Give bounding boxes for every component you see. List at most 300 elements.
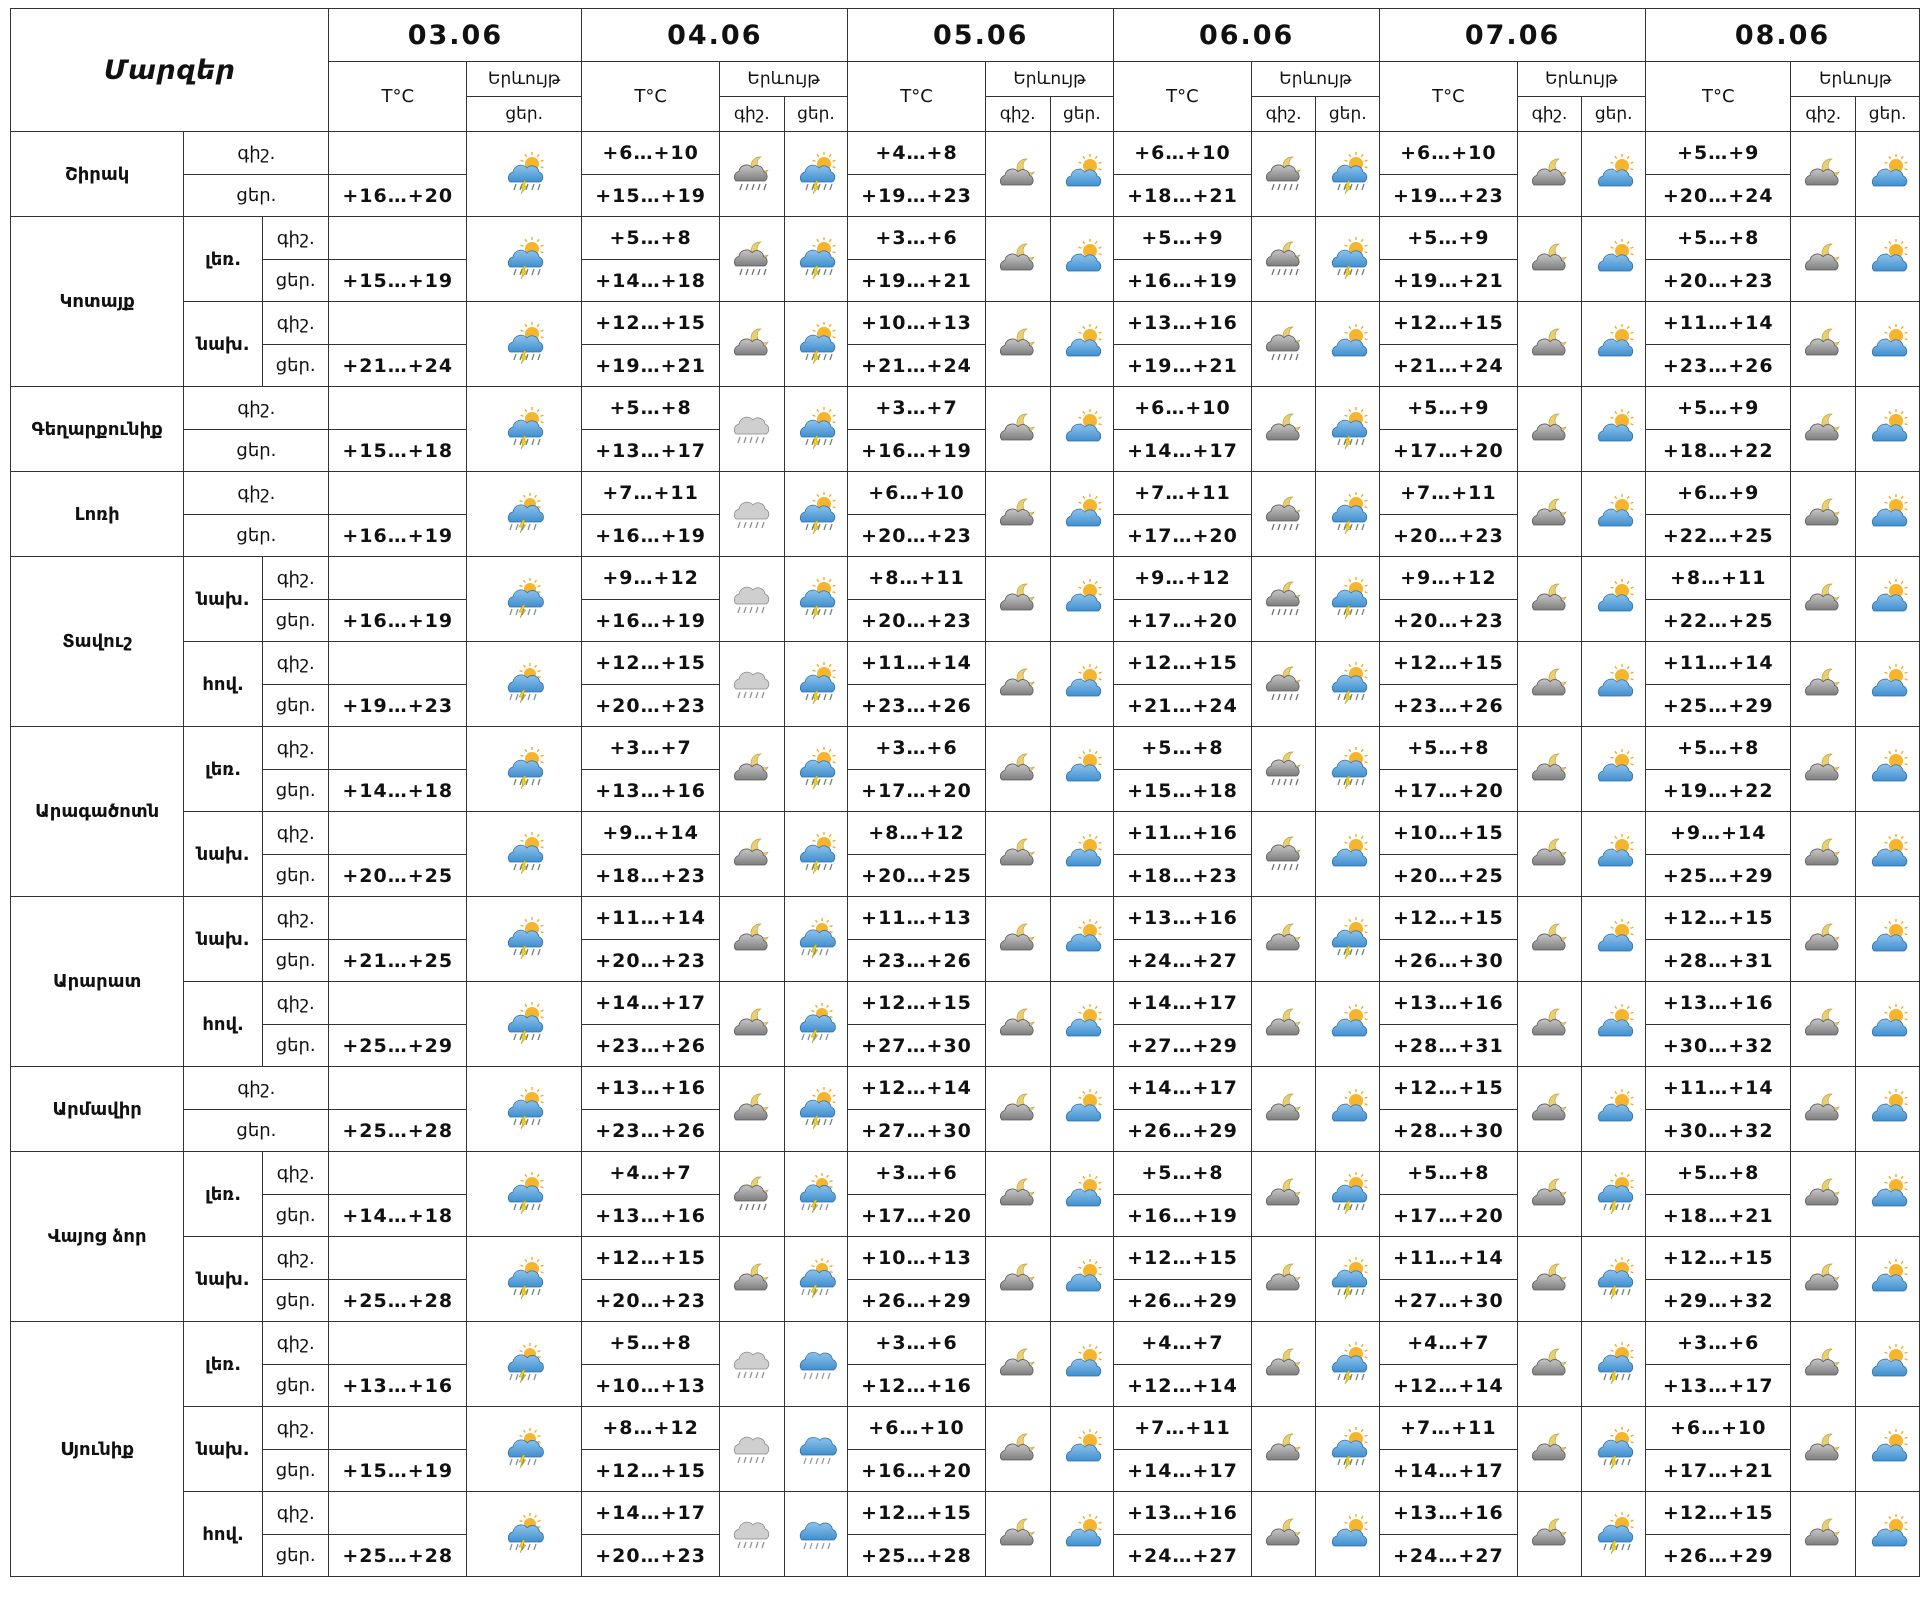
night-cloud-icon (1791, 407, 1855, 451)
day-temperature: +14…+18 (582, 260, 720, 302)
night-temperature: +11…+14 (848, 642, 986, 685)
day-temperature: +18…+22 (1646, 430, 1791, 472)
night-temperature: +12…+15 (1380, 897, 1518, 940)
night-temperature (329, 982, 467, 1025)
night-temperature: +5…+9 (1646, 387, 1791, 430)
weather-icon-cell (719, 472, 784, 557)
cloud-sun-icon (1316, 832, 1379, 876)
night-label: գիշ. (262, 727, 329, 770)
day-temperature: +20…+23 (582, 940, 720, 982)
forecast-row-night (11, 1237, 1920, 1280)
night-subheader: գիշ. (985, 97, 1050, 132)
weather-icon-cell (1050, 1407, 1114, 1492)
night-rain-icon (720, 492, 784, 536)
weather-icon-cell (1791, 1152, 1856, 1237)
weather-icon-cell (1251, 302, 1316, 387)
day-temperature: +23…+26 (1380, 685, 1518, 727)
weather-icon-cell (1791, 387, 1856, 472)
weather-icon-cell (1791, 897, 1856, 982)
cloud-sun-icon (1856, 1172, 1919, 1216)
night-cloud-icon (1518, 1342, 1582, 1386)
cloud-sun-icon (1856, 492, 1919, 536)
region-name: Սյունիք (11, 1322, 184, 1577)
night-temperature: +12…+15 (1380, 642, 1518, 685)
weather-icon-cell (1582, 1407, 1646, 1492)
night-cloud-icon (1252, 407, 1316, 451)
night-rain-icon (720, 1342, 784, 1386)
weather-icon-cell (784, 1492, 848, 1577)
night-label: գիշ. (184, 132, 329, 175)
weather-icon-cell (784, 217, 848, 302)
night-temperature: +11…+14 (1646, 302, 1791, 345)
night-label: գիշ. (262, 1492, 329, 1535)
weather-icon-cell (719, 387, 784, 472)
night-temperature: +6…+10 (848, 1407, 986, 1450)
night-cloud-icon (986, 1257, 1050, 1301)
night-rain-icon (720, 407, 784, 451)
cloud-sun-icon (1582, 832, 1645, 876)
night-cloud-icon (986, 407, 1050, 451)
day-temperature: +20…+23 (1646, 260, 1791, 302)
day-temperature: +17…+20 (1380, 430, 1518, 472)
temp-column-header: T°C (582, 62, 720, 132)
cloud-sun-rain-icon (1582, 1427, 1645, 1471)
night-temperature: +14…+17 (582, 1492, 720, 1535)
date-header: 07.06 (1380, 9, 1646, 62)
day-subheader: ցեր. (1316, 97, 1380, 132)
weather-icon-cell (985, 1492, 1050, 1577)
weather-icon-cell (1856, 1152, 1920, 1237)
cloud-sun-icon (1582, 747, 1645, 791)
region-name: Արարատ (11, 897, 184, 1067)
zone-name: լեռ. (184, 1152, 263, 1237)
day-temperature: +14…+17 (1380, 1450, 1518, 1492)
night-cloud-icon (986, 492, 1050, 536)
night-temperature: +9…+12 (1114, 557, 1252, 600)
night-temperature (329, 1237, 467, 1280)
day-temperature: +17…+20 (1380, 1195, 1518, 1237)
night-cloud-icon (986, 917, 1050, 961)
weather-icon-cell (1050, 1322, 1114, 1407)
night-temperature (329, 897, 467, 940)
cloud-sun-storm-icon (467, 492, 581, 536)
night-temperature: +6…+10 (1114, 132, 1252, 175)
day-temperature: +20…+23 (582, 1280, 720, 1322)
day-subheader: ցեր. (467, 97, 582, 132)
weather-icon-cell (1316, 1407, 1380, 1492)
night-temperature: +14…+17 (1114, 982, 1252, 1025)
cloud-sun-storm-icon (467, 1342, 581, 1386)
night-temperature: +5…+8 (1114, 727, 1252, 770)
cloud-sun-rain-icon (1316, 1427, 1379, 1471)
weather-icon-cell (985, 217, 1050, 302)
weather-icon-cell (1856, 897, 1920, 982)
day-temperature: +23…+26 (1646, 345, 1791, 387)
day-temperature: +26…+29 (848, 1280, 986, 1322)
night-temperature: +7…+11 (1114, 472, 1252, 515)
date-header: 05.06 (848, 9, 1114, 62)
cloud-sun-icon (1582, 1087, 1645, 1131)
night-label: գիշ. (262, 642, 329, 685)
night-cloud-icon (1252, 917, 1316, 961)
day-temperature: +20…+25 (848, 855, 986, 897)
weather-icon-cell (719, 982, 784, 1067)
day-temperature: +25…+29 (329, 1025, 467, 1067)
weather-icon-cell (1791, 217, 1856, 302)
night-cloud-icon (1518, 1087, 1582, 1131)
weather-icon-cell (1856, 217, 1920, 302)
day-temperature: +20…+23 (848, 515, 986, 557)
night-label: գիշ. (262, 897, 329, 940)
night-cloud-icon (1791, 832, 1855, 876)
cloud-sun-rain-icon (785, 747, 848, 791)
night-cloud-icon (1791, 1342, 1855, 1386)
weather-icon-cell (1582, 302, 1646, 387)
weather-icon-cell (784, 897, 848, 982)
weather-icon-cell (719, 642, 784, 727)
night-temperature: +11…+14 (1646, 1067, 1791, 1110)
night-cloud-icon (1791, 152, 1855, 196)
night-cloud-rain-icon (720, 1172, 784, 1216)
night-temperature: +7…+11 (582, 472, 720, 515)
day-temperature: +12…+14 (1380, 1365, 1518, 1407)
cloud-sun-icon (1582, 577, 1645, 621)
weather-icon-cell (1582, 982, 1646, 1067)
day-temperature: +13…+17 (582, 430, 720, 472)
night-cloud-icon (1518, 662, 1582, 706)
zone-name: նախ. (184, 557, 263, 642)
night-temperature: +12…+15 (582, 1237, 720, 1280)
region-name: Կոտայք (11, 217, 184, 387)
weather-icon-cell (1050, 472, 1114, 557)
weather-icon-cell (719, 1322, 784, 1407)
weather-icon-cell (1316, 472, 1380, 557)
cloud-sun-rain-icon (1316, 1342, 1379, 1386)
night-cloud-rain-icon (1252, 492, 1316, 536)
weather-icon-cell (1251, 217, 1316, 302)
forecast-table-wrapper (10, 8, 1920, 1577)
night-temperature: +6…+10 (582, 132, 720, 175)
night-cloud-icon (986, 322, 1050, 366)
weather-icon-cell (467, 217, 582, 302)
cloud-sun-rain-icon (467, 1172, 581, 1216)
night-cloud-icon (720, 322, 784, 366)
cloud-sun-icon (1582, 492, 1645, 536)
zone-name: լեռ. (184, 727, 263, 812)
night-temperature: +11…+14 (1380, 1237, 1518, 1280)
night-temperature: +12…+15 (1646, 1492, 1791, 1535)
cloud-sun-icon (1856, 662, 1919, 706)
weather-icon-cell (1251, 897, 1316, 982)
day-temperature: +16…+20 (848, 1450, 986, 1492)
day-label: ցեր. (262, 1450, 329, 1492)
cloud-rain-icon (785, 1342, 848, 1386)
night-temperature: +12…+15 (1380, 1067, 1518, 1110)
weather-icon-cell (467, 1067, 582, 1152)
weather-icon-cell (1316, 982, 1380, 1067)
cloud-sun-icon (1582, 152, 1645, 196)
weather-icon-cell (1791, 812, 1856, 897)
night-temperature (329, 727, 467, 770)
night-cloud-icon (986, 237, 1050, 281)
day-temperature: +16…+19 (582, 515, 720, 557)
cloud-sun-icon (1051, 577, 1114, 621)
day-temperature: +16…+19 (329, 600, 467, 642)
night-temperature: +12…+15 (848, 1492, 986, 1535)
day-temperature: +19…+23 (1380, 175, 1518, 217)
day-temperature: +13…+16 (582, 770, 720, 812)
weather-icon-cell (1856, 1237, 1920, 1322)
weather-icon-cell (985, 1067, 1050, 1152)
weather-icon-cell (1050, 982, 1114, 1067)
night-temperature (329, 217, 467, 260)
night-cloud-rain-icon (1252, 577, 1316, 621)
cloud-sun-icon (1856, 1512, 1919, 1556)
weather-icon-cell (1316, 302, 1380, 387)
night-temperature: +10…+15 (1380, 812, 1518, 855)
weather-icon-cell (1582, 1067, 1646, 1152)
night-temperature: +7…+11 (1380, 472, 1518, 515)
weather-icon-cell (1517, 387, 1582, 472)
region-name: Վայոց ձոր (11, 1152, 184, 1322)
weather-icon-cell (985, 642, 1050, 727)
weather-icon-cell (467, 642, 582, 727)
cloud-sun-icon (1051, 662, 1114, 706)
cloud-sun-icon (1582, 407, 1645, 451)
weather-icon-cell (1251, 472, 1316, 557)
night-temperature: +5…+9 (1380, 217, 1518, 260)
weather-icon-cell (467, 1237, 582, 1322)
day-temperature: +15…+18 (329, 430, 467, 472)
day-temperature: +25…+28 (329, 1280, 467, 1322)
weather-icon-cell (1251, 1067, 1316, 1152)
phenomenon-column-header: Երևույթ (467, 62, 582, 97)
weather-icon-cell (1582, 217, 1646, 302)
day-temperature: +12…+15 (582, 1450, 720, 1492)
night-temperature: +13…+16 (1114, 897, 1252, 940)
night-temperature: +6…+10 (1114, 387, 1252, 430)
day-temperature: +14…+17 (1114, 430, 1252, 472)
cloud-sun-icon (1582, 237, 1645, 281)
cloud-sun-icon (1051, 1427, 1114, 1471)
weather-icon-cell (467, 1152, 582, 1237)
weather-icon-cell (1517, 642, 1582, 727)
temp-column-header: T°C (848, 62, 986, 132)
weather-icon-cell (784, 472, 848, 557)
day-temperature: +24…+27 (1114, 940, 1252, 982)
night-temperature (329, 1152, 467, 1195)
night-temperature: +12…+15 (1380, 302, 1518, 345)
weather-icon-cell (1251, 387, 1316, 472)
weather-icon-cell (784, 812, 848, 897)
weather-icon-cell (1791, 1492, 1856, 1577)
forecast-row-night (11, 1322, 1920, 1365)
region-name: Գեղարքունիք (11, 387, 184, 472)
night-temperature: +12…+15 (848, 982, 986, 1025)
zone-name: նախ. (184, 897, 263, 982)
night-temperature: +11…+14 (582, 897, 720, 940)
night-cloud-icon (986, 662, 1050, 706)
day-temperature: +25…+28 (329, 1110, 467, 1152)
day-subheader: ցեր. (1856, 97, 1920, 132)
zone-name: լեռ. (184, 217, 263, 302)
day-temperature: +23…+26 (582, 1025, 720, 1067)
day-temperature: +20…+24 (1646, 175, 1791, 217)
day-subheader: ցեր. (784, 97, 848, 132)
day-temperature: +21…+25 (329, 940, 467, 982)
night-temperature: +3…+6 (1646, 1322, 1791, 1365)
cloud-sun-icon (1582, 917, 1645, 961)
forecast-row-night (11, 217, 1920, 260)
weather-icon-cell (985, 1237, 1050, 1322)
cloud-sun-storm-icon (785, 1002, 848, 1046)
weather-icon-cell (985, 982, 1050, 1067)
night-subheader: գիշ. (719, 97, 784, 132)
weather-icon-cell (1517, 727, 1582, 812)
night-temperature (329, 812, 467, 855)
forecast-row-night (11, 1067, 1920, 1110)
day-temperature: +23…+26 (848, 685, 986, 727)
weather-icon-cell (1791, 132, 1856, 217)
cloud-sun-icon (1316, 322, 1379, 366)
night-cloud-rain-icon (1252, 152, 1316, 196)
weather-icon-cell (467, 557, 582, 642)
day-temperature: +16…+20 (329, 175, 467, 217)
weather-icon-cell (1251, 812, 1316, 897)
cloud-sun-icon (1856, 407, 1919, 451)
night-cloud-rain-icon (1252, 747, 1316, 791)
night-cloud-icon (1252, 1087, 1316, 1131)
day-temperature: +15…+19 (329, 260, 467, 302)
cloud-sun-icon (1856, 1002, 1919, 1046)
night-temperature: +4…+7 (1380, 1322, 1518, 1365)
weather-icon-cell (1517, 132, 1582, 217)
weather-icon-cell (1517, 1067, 1582, 1152)
day-label: ցեր. (262, 855, 329, 897)
cloud-sun-rain-icon (785, 322, 848, 366)
night-subheader: գիշ. (1517, 97, 1582, 132)
night-temperature (329, 132, 467, 175)
weather-icon-cell (467, 897, 582, 982)
cloud-sun-rain-icon (785, 407, 848, 451)
night-temperature: +3…+6 (848, 727, 986, 770)
cloud-sun-icon (1051, 1512, 1114, 1556)
weather-icon-cell (1517, 812, 1582, 897)
day-temperature: +22…+25 (1646, 515, 1791, 557)
weather-icon-cell (467, 812, 582, 897)
weather-icon-cell (719, 1407, 784, 1492)
cloud-sun-icon (1051, 1087, 1114, 1131)
cloud-sun-icon (1856, 832, 1919, 876)
night-temperature: +12…+15 (1114, 1237, 1252, 1280)
night-cloud-rain-icon (1252, 237, 1316, 281)
weather-icon-cell (1582, 132, 1646, 217)
day-subheader: ցեր. (1050, 97, 1114, 132)
weather-icon-cell (1582, 812, 1646, 897)
night-temperature: +5…+8 (1380, 727, 1518, 770)
night-cloud-icon (1518, 1257, 1582, 1301)
day-label: ցեր. (262, 1535, 329, 1577)
region-name: Լոռի (11, 472, 184, 557)
weather-icon-cell (1517, 557, 1582, 642)
weather-icon-cell (1582, 727, 1646, 812)
night-cloud-icon (986, 1427, 1050, 1471)
cloud-sun-rain-icon (467, 152, 581, 196)
night-cloud-icon (1791, 1002, 1855, 1046)
night-temperature: +5…+9 (1380, 387, 1518, 430)
night-temperature: +9…+12 (582, 557, 720, 600)
weather-icon-cell (1582, 387, 1646, 472)
night-label: գիշ. (262, 557, 329, 600)
day-temperature: +10…+13 (582, 1365, 720, 1407)
night-temperature: +3…+7 (848, 387, 986, 430)
weather-icon-cell (1050, 1152, 1114, 1237)
weather-icon-cell (1791, 302, 1856, 387)
day-temperature: +18…+23 (1114, 855, 1252, 897)
night-cloud-icon (1791, 917, 1855, 961)
weather-icon-cell (719, 1237, 784, 1322)
weather-icon-cell (1791, 472, 1856, 557)
day-temperature: +21…+24 (848, 345, 986, 387)
day-temperature: +25…+29 (1646, 855, 1791, 897)
cloud-sun-rain-icon (1316, 237, 1379, 281)
cloud-sun-icon (1582, 662, 1645, 706)
day-label: ցեր. (184, 175, 329, 217)
night-cloud-icon (720, 747, 784, 791)
weather-icon-cell (1050, 302, 1114, 387)
day-temperature: +18…+21 (1114, 175, 1252, 217)
forecast-row-night (11, 897, 1920, 940)
zone-name: հով. (184, 642, 263, 727)
night-label: գիշ. (262, 812, 329, 855)
night-cloud-icon (986, 1172, 1050, 1216)
night-temperature: +13…+16 (1380, 982, 1518, 1025)
forecast-row-night (11, 472, 1920, 515)
day-label: ցեր. (262, 685, 329, 727)
night-cloud-icon (1791, 237, 1855, 281)
weather-icon-cell (1517, 1492, 1582, 1577)
night-temperature: +11…+16 (1114, 812, 1252, 855)
weather-icon-cell (784, 557, 848, 642)
night-cloud-icon (1518, 1172, 1582, 1216)
weather-icon-cell (985, 132, 1050, 217)
weather-icon-cell (1251, 727, 1316, 812)
forecast-row-night (11, 1492, 1920, 1535)
weather-icon-cell (467, 982, 582, 1067)
weather-icon-cell (784, 1152, 848, 1237)
night-temperature: +12…+15 (582, 302, 720, 345)
weather-icon-cell (1791, 1407, 1856, 1492)
night-label: գիշ. (184, 1067, 329, 1110)
temp-column-header: T°C (1114, 62, 1252, 132)
weather-icon-cell (1050, 1492, 1114, 1577)
cloud-sun-rain-icon (785, 577, 848, 621)
cloud-sun-rain-icon (785, 152, 848, 196)
day-temperature: +17…+20 (848, 1195, 986, 1237)
day-temperature: +28…+31 (1380, 1025, 1518, 1067)
night-cloud-icon (1518, 577, 1582, 621)
night-temperature: +11…+13 (848, 897, 986, 940)
weather-icon-cell (784, 727, 848, 812)
night-temperature: +6…+10 (1380, 132, 1518, 175)
weather-icon-cell (1050, 642, 1114, 727)
day-temperature: +22…+25 (1646, 600, 1791, 642)
cloud-sun-rain-icon (785, 662, 848, 706)
phenomenon-column-header: Երևույթ (719, 62, 847, 97)
weather-icon-cell (1050, 727, 1114, 812)
forecast-row-night (11, 812, 1920, 855)
day-temperature: +14…+18 (329, 770, 467, 812)
